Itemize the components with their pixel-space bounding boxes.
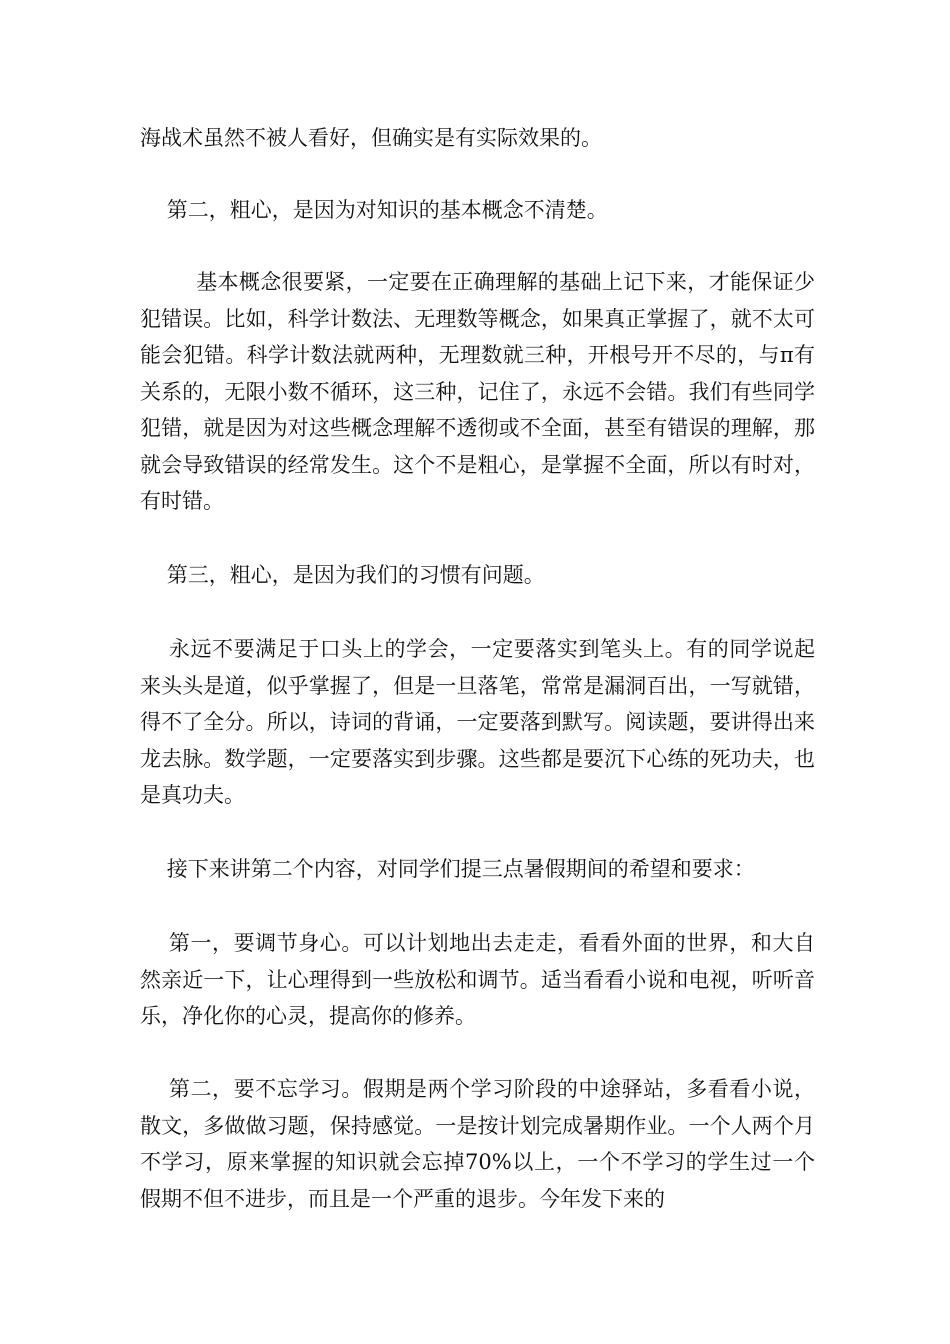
paragraph-6: 接下来讲第二个内容，对同学们提三点暑假期间的希望和要求： [140,857,755,881]
paragraph-5: 永远不要满足于口头上的学会，一定要落实到笔头上。有的同学说起来头头是道，似乎掌握了，但是一旦落笔，常常是漏洞百出，一写就错，得不了全分。所以，诗词的背诵，一定要落到默写。阅读题，要讲得出来龙去脉。数学题，一定要落实到步骤。这些都是要沉下心练的死功夫，也是真功夫。 [140,637,815,807]
paragraph-3: 基本概念很要紧，一定要在正确理解的基础上记下来，才能保证少犯错误。比如，科学计数法、无理数等概念，如果真正掌握了，就不太可能会犯错。科学计数法就两种，无理数就三种，开根号开不尽的，与π有关系的，无限小数不循环，这三种，记住了，永远不会错。我们有些同学犯错，就是因为对这些概念理解不透彻或不全面，甚至有错误的理解，那就会导致错误的经常发生。这个不是粗心，是掌握不全面，所以有时对，有时错。 [140,270,815,513]
paragraph-7: 第一，要调节身心。可以计划地出去走走，看看外面的世界，和大自然亲近一下，让心理得到一些放松和调节。适当看看小说和电视，听听音乐，净化你的心灵，提高你的修养。 [140,931,815,1028]
paragraph-2: 第二，粗心，是因为对知识的基本概念不清楚。 [140,198,608,222]
paragraph-4: 第三，粗心，是因为我们的习惯有问题。 [140,563,545,587]
paragraph-1: 海战术虽然不被人看好，但确实是有实际效果的。 [140,126,602,150]
paragraph-8: 第二，要不忘学习。假期是两个学习阶段的中途驿站，多看看小说，散文，多做做习题，保持感觉。一是按计划完成暑期作业。一个人两个月不学习，原来掌握的知识就会忘掉70%以上，一个不学习的学生过一个假期不但不进步，而且是一个严重的退步。今年发下来的 [140,1077,815,1211]
